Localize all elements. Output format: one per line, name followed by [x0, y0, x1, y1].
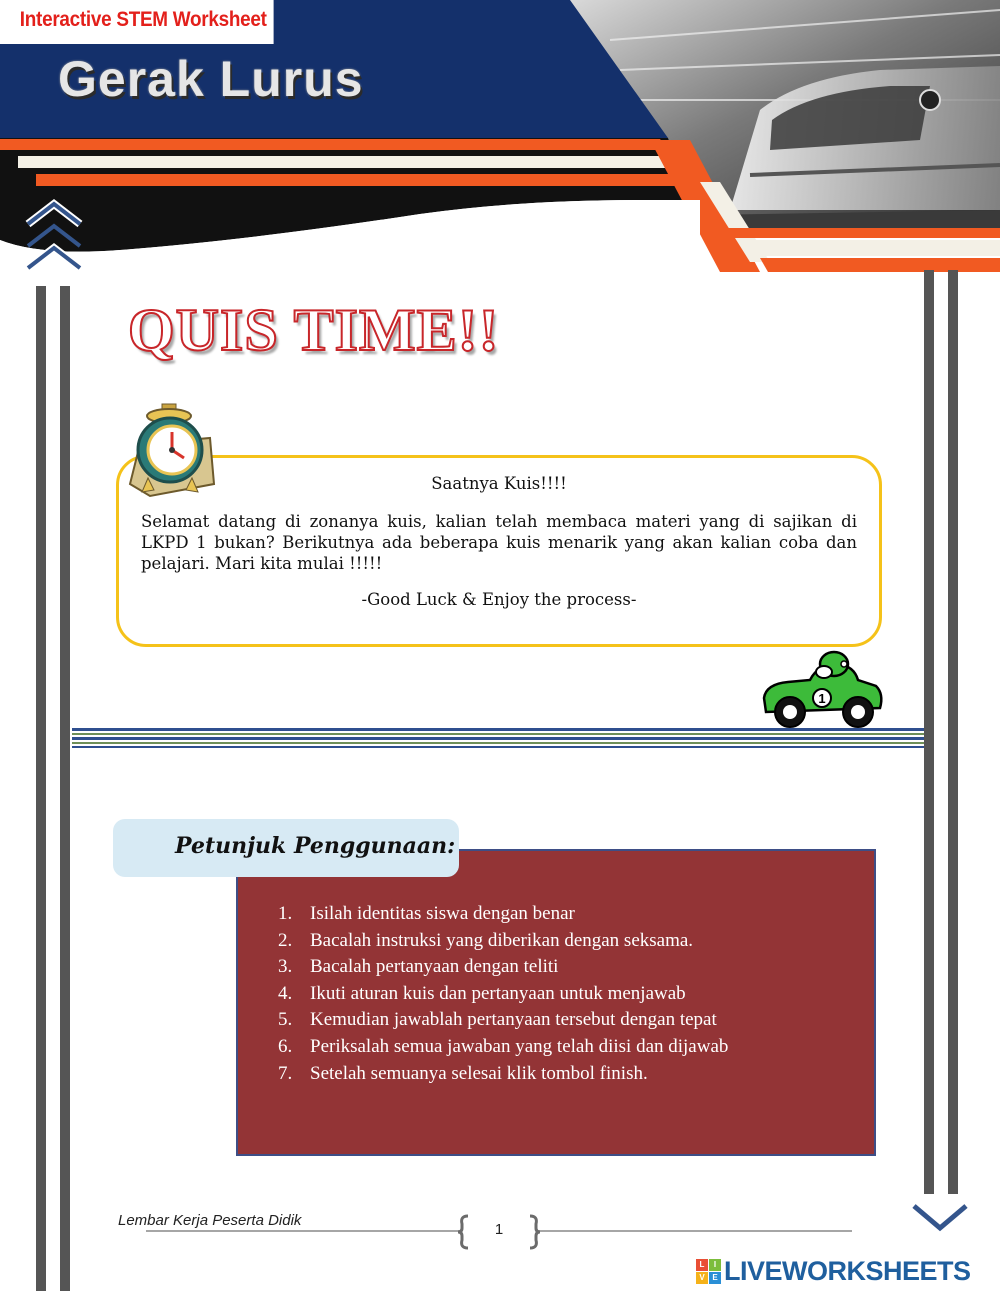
instruction-item: 7. Setelah semuanya selesai klik tombol finish. — [278, 1062, 648, 1084]
liveworksheets-logo[interactable] — [696, 1256, 971, 1286]
left-rail-inner — [60, 286, 70, 1291]
instruction-item: 4. Ikuti aturan kuis dan pertanyaan untuk menjawab — [278, 982, 686, 1004]
quiz-title: QUIS TIME!! — [128, 297, 500, 363]
footer-rule-left — [146, 1230, 460, 1232]
welcome-heading: Saatnya Kuis!!!! — [431, 474, 567, 493]
instruction-item: 5. Kemudian jawablah pertanyaan tersebut dengan tepat — [278, 1009, 717, 1031]
left-rail-outer — [36, 286, 46, 1291]
worksheet-title: Gerak Lurus — [58, 51, 364, 107]
welcome-body: Selamat datang di zonanya kuis, kalian telah membaca materi yang di sajikan di LKPD 1 bukan? Berikutnya ada beberapa kuis menarik yang akan kalian coba dan pelajari. Mari kita mulai !!!!! — [141, 512, 857, 573]
car-number: 1 — [818, 691, 826, 706]
liveworksheets-mark-icon: L I V E — [696, 1259, 721, 1284]
instructions-label: Petunjuk Penggunaan: — [175, 833, 456, 859]
instructions-list — [278, 901, 728, 1087]
instruction-item: 3. Bacalah pertanyaan dengan teliti — [278, 956, 559, 978]
instruction-item: 1. Isilah identitas siswa dengan benar — [278, 903, 575, 924]
alarm-clock-icon — [122, 400, 218, 498]
instruction-item: 2. Bacalah instruksi yang diberikan dengan seksama. — [278, 929, 694, 951]
race-car-icon — [758, 650, 886, 732]
welcome-signoff: -Good Luck & Enjoy the process- — [361, 590, 637, 609]
footer-caption: Lembar Kerja Peserta Didik — [118, 1212, 302, 1229]
instructions-panel — [236, 849, 876, 1156]
worksheet-type-label: Interactive STEM Worksheet — [0, 0, 274, 44]
welcome-box — [116, 455, 882, 647]
page-number: 1 — [494, 1221, 504, 1238]
liveworksheets-text: LIVEWORKSHEETS — [724, 1255, 971, 1286]
right-rail-inner — [924, 270, 934, 1194]
chevron-down-icon — [910, 1196, 970, 1244]
header-banner — [0, 0, 1000, 300]
instructions-tab — [113, 819, 459, 877]
instruction-item: 6. Periksalah semua jawaban yang telah diisi dan dijawab — [278, 1035, 729, 1057]
footer-rule-right — [538, 1230, 852, 1232]
right-rail-outer — [948, 270, 958, 1194]
section-divider — [72, 727, 924, 749]
